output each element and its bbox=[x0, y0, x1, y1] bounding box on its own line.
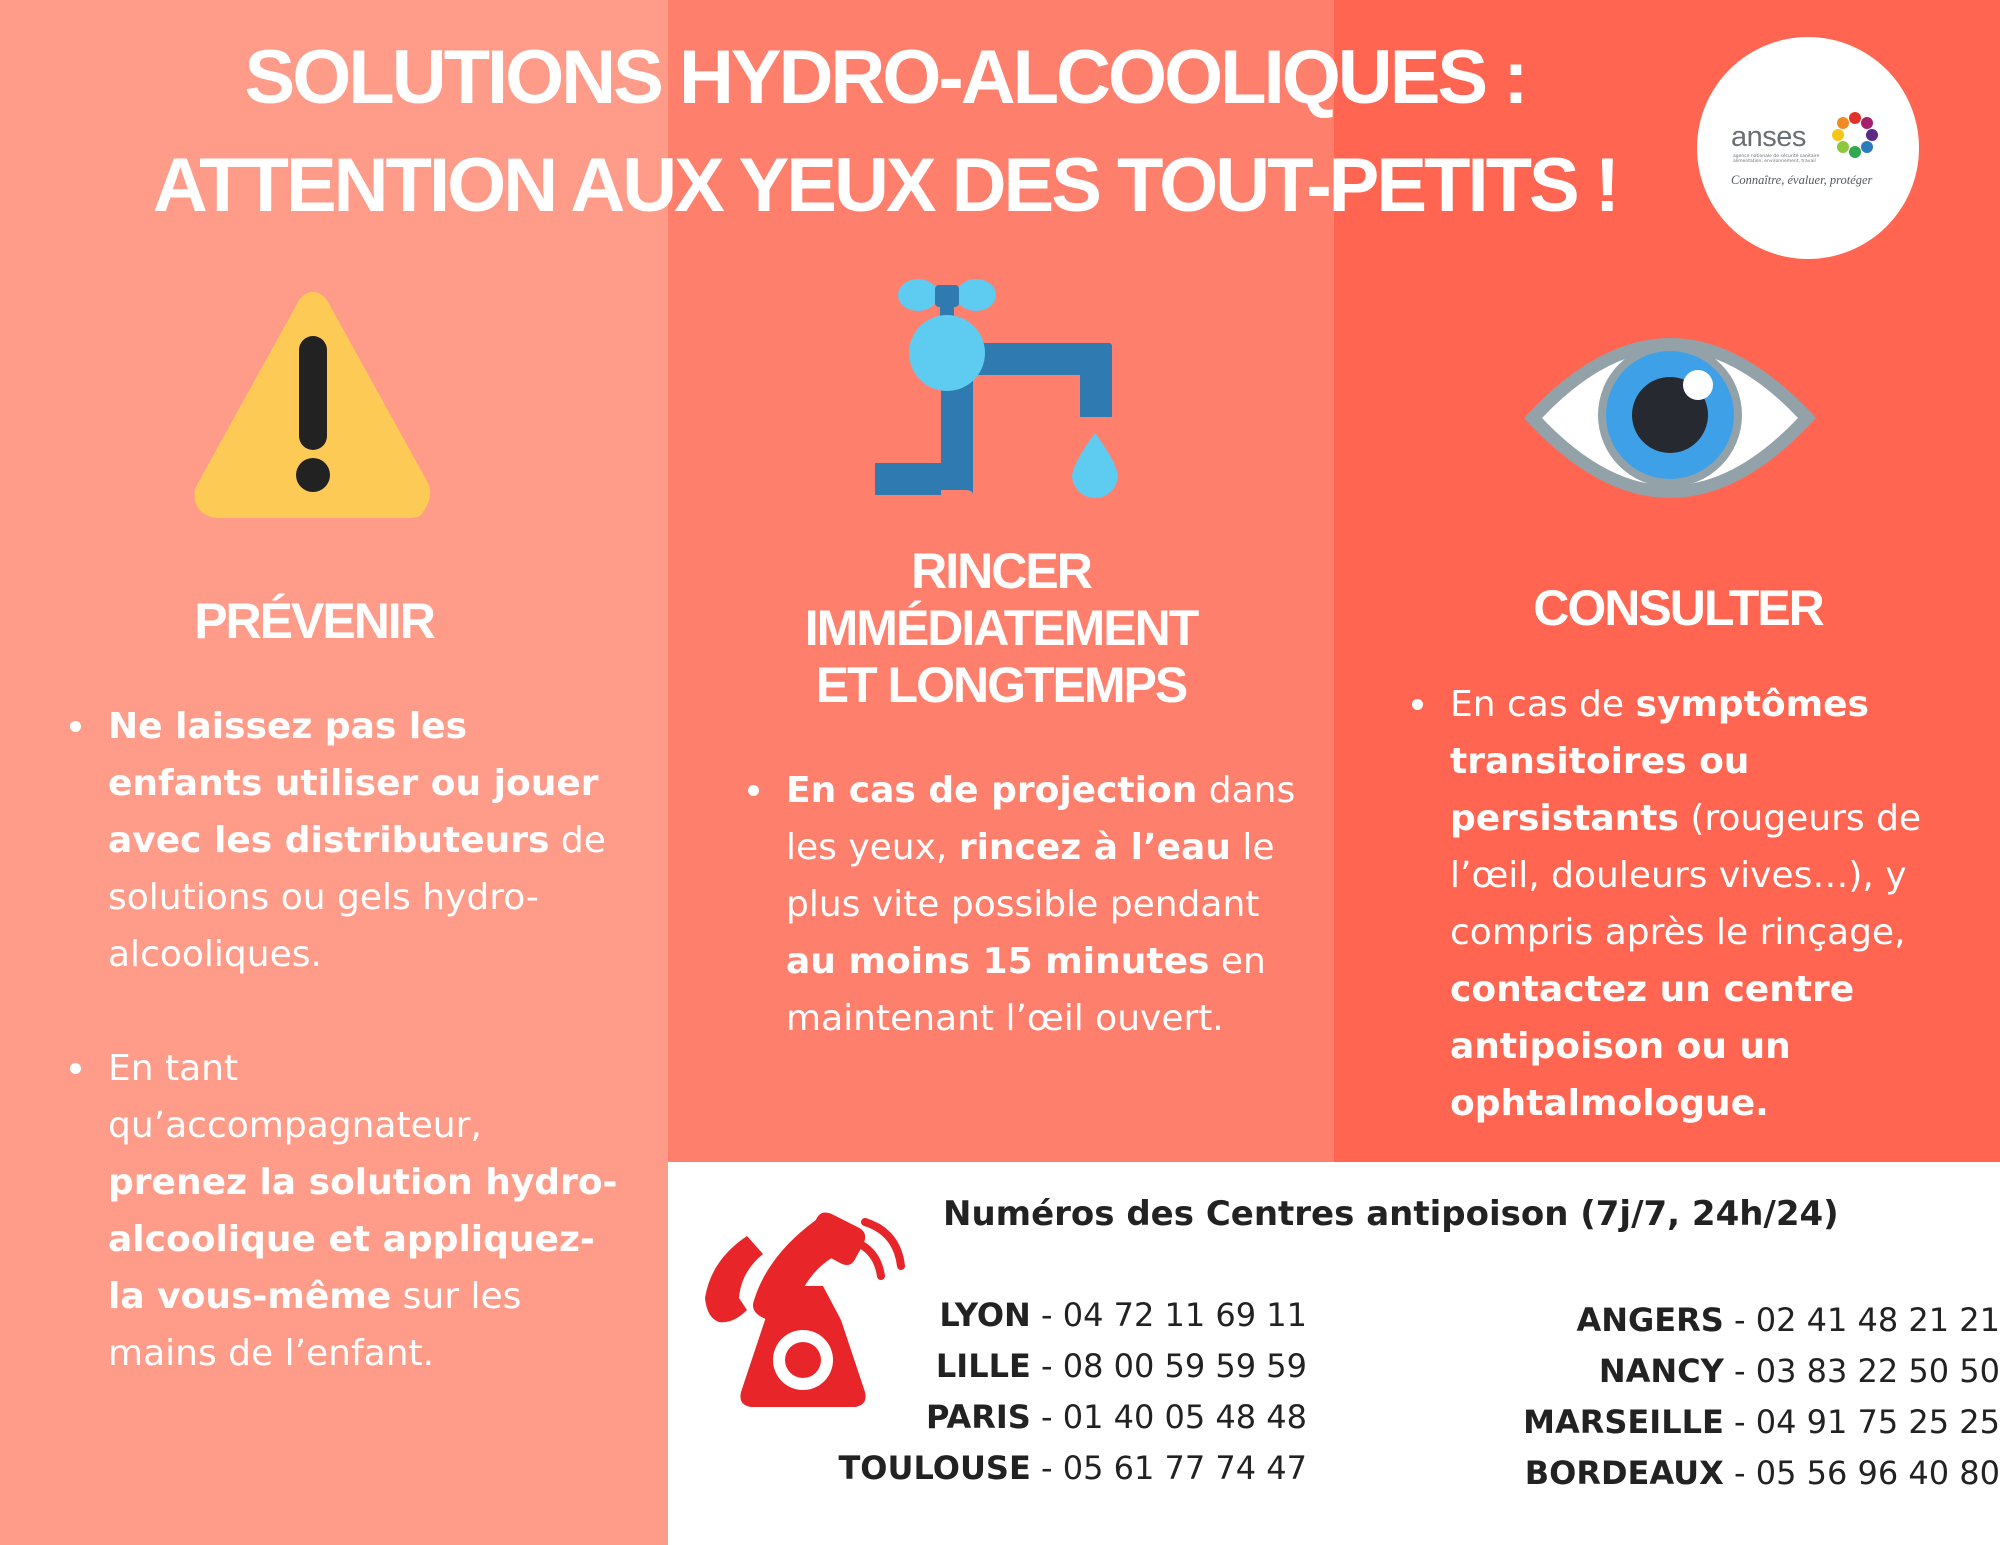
list-item bbox=[1440, 1346, 2000, 1397]
list-item bbox=[746, 762, 1306, 1047]
phone-number[interactable]: 08 00 59 59 59 bbox=[1062, 1347, 1307, 1385]
city-name: PARIS bbox=[925, 1398, 1031, 1436]
page-title-line-2: ATTENTION AUX YEUX DES TOUT-PETITS ! bbox=[152, 143, 1618, 228]
bullet-text: Ne laissez pas les enfants utiliser ou jouer avec les distributeurs bbox=[108, 706, 599, 861]
separator: - bbox=[1030, 1398, 1063, 1436]
phone-number[interactable]: 04 72 11 69 11 bbox=[1062, 1296, 1307, 1334]
phone-number[interactable]: 03 83 22 50 50 bbox=[1755, 1352, 2000, 1390]
bullet-text: En tant qu’accompagnateur, bbox=[108, 1048, 482, 1146]
page-title-line-1: SOLUTIONS HYDRO-ALCOOLIQUES : bbox=[244, 35, 1526, 120]
phone-number[interactable]: 02 41 48 21 21 bbox=[1755, 1301, 2000, 1339]
city-name: NANCY bbox=[1598, 1352, 1724, 1390]
list-item bbox=[1410, 676, 1980, 1132]
poison-centres-title: Numéros des Centres antipoison (7j/7, 24h/24) bbox=[943, 1194, 1839, 1234]
eye-icon bbox=[1520, 328, 1820, 508]
city-name: MARSEILLE bbox=[1523, 1403, 1724, 1441]
list-item bbox=[68, 698, 618, 983]
heading-consult: CONSULTER bbox=[1533, 580, 1823, 636]
separator: - bbox=[1030, 1296, 1063, 1334]
bullet-text: rincez à l’eau bbox=[958, 827, 1231, 868]
phone-number[interactable]: 05 61 77 74 47 bbox=[1062, 1449, 1307, 1487]
heading-rinse-line-1: RINCER bbox=[911, 543, 1091, 599]
bullet-text: (rougeurs de l’œil, douleurs vives…), y compris après le rinçage, bbox=[1450, 798, 1922, 953]
list-item bbox=[838, 1290, 1307, 1341]
separator: - bbox=[1723, 1454, 1756, 1492]
logo-flower-icon bbox=[1831, 111, 1879, 159]
bullet-text: En cas de projection bbox=[786, 770, 1198, 811]
heading-rinse-line-2: IMMÉDIATEMENT bbox=[804, 600, 1198, 656]
anses-logo bbox=[1697, 37, 1919, 259]
list-item bbox=[1440, 1397, 2000, 1448]
bullet-text: sur les mains de l’enfant. bbox=[108, 1276, 522, 1374]
list-item bbox=[68, 1040, 618, 1382]
list-item bbox=[1440, 1295, 2000, 1346]
logo-subtitle: agence nationale de sécurité sanitaire alimentation, environnement, travail bbox=[1733, 154, 1820, 165]
phone-number[interactable]: 01 40 05 48 48 bbox=[1062, 1398, 1307, 1436]
list-item bbox=[1440, 1448, 2000, 1499]
logo-name: anses bbox=[1731, 121, 1806, 153]
poison-centres-left-list bbox=[838, 1290, 1307, 1494]
phone-number[interactable]: 04 91 75 25 25 bbox=[1755, 1403, 2000, 1441]
warning-icon bbox=[188, 278, 438, 518]
heading-rinse bbox=[668, 543, 1334, 714]
city-name: TOULOUSE bbox=[838, 1449, 1031, 1487]
separator: - bbox=[1723, 1352, 1756, 1390]
prevent-list bbox=[68, 698, 618, 1382]
bullet-text: prenez la solution hydro-alcoolique et appliquez-la vous-même bbox=[108, 1162, 618, 1317]
list-item bbox=[838, 1443, 1307, 1494]
heading-rinse-line-3: ET LONGTEMPS bbox=[815, 657, 1187, 713]
list-item bbox=[838, 1341, 1307, 1392]
city-name: LYON bbox=[939, 1296, 1031, 1334]
consult-list bbox=[1410, 676, 1980, 1132]
separator: - bbox=[1030, 1449, 1063, 1487]
phone-number[interactable]: 05 56 96 40 80 bbox=[1755, 1454, 2000, 1492]
heading-prevent: PRÉVENIR bbox=[194, 593, 434, 649]
logo-tagline: Connaître, évaluer, protéger bbox=[1731, 173, 1873, 187]
water-tap-icon bbox=[875, 275, 1135, 510]
city-name: ANGERS bbox=[1576, 1301, 1724, 1339]
separator: - bbox=[1723, 1301, 1756, 1339]
poison-centres-right-list bbox=[1440, 1295, 2000, 1499]
bullet-text: symptômes transitoires ou persistants bbox=[1450, 684, 1869, 839]
bullet-text: En cas de bbox=[1450, 684, 1636, 725]
bullet-text: contactez un centre antipoison ou un ophtalmologue. bbox=[1450, 969, 1855, 1124]
separator: - bbox=[1723, 1403, 1756, 1441]
bullet-text: dans les yeux, bbox=[786, 770, 1296, 868]
bullet-text: en maintenant l’œil ouvert. bbox=[786, 941, 1266, 1039]
bullet-text: le plus vite possible pendant bbox=[786, 827, 1275, 925]
rinse-list bbox=[746, 762, 1306, 1047]
bullet-text: au moins 15 minutes bbox=[786, 941, 1210, 982]
city-name: BORDEAUX bbox=[1524, 1454, 1724, 1492]
separator: - bbox=[1030, 1347, 1063, 1385]
city-name: LILLE bbox=[935, 1347, 1031, 1385]
list-item bbox=[838, 1392, 1307, 1443]
poison-centres-panel bbox=[668, 1162, 2000, 1545]
bullet-text: de solutions ou gels hydro-alcooliques. bbox=[108, 820, 606, 975]
